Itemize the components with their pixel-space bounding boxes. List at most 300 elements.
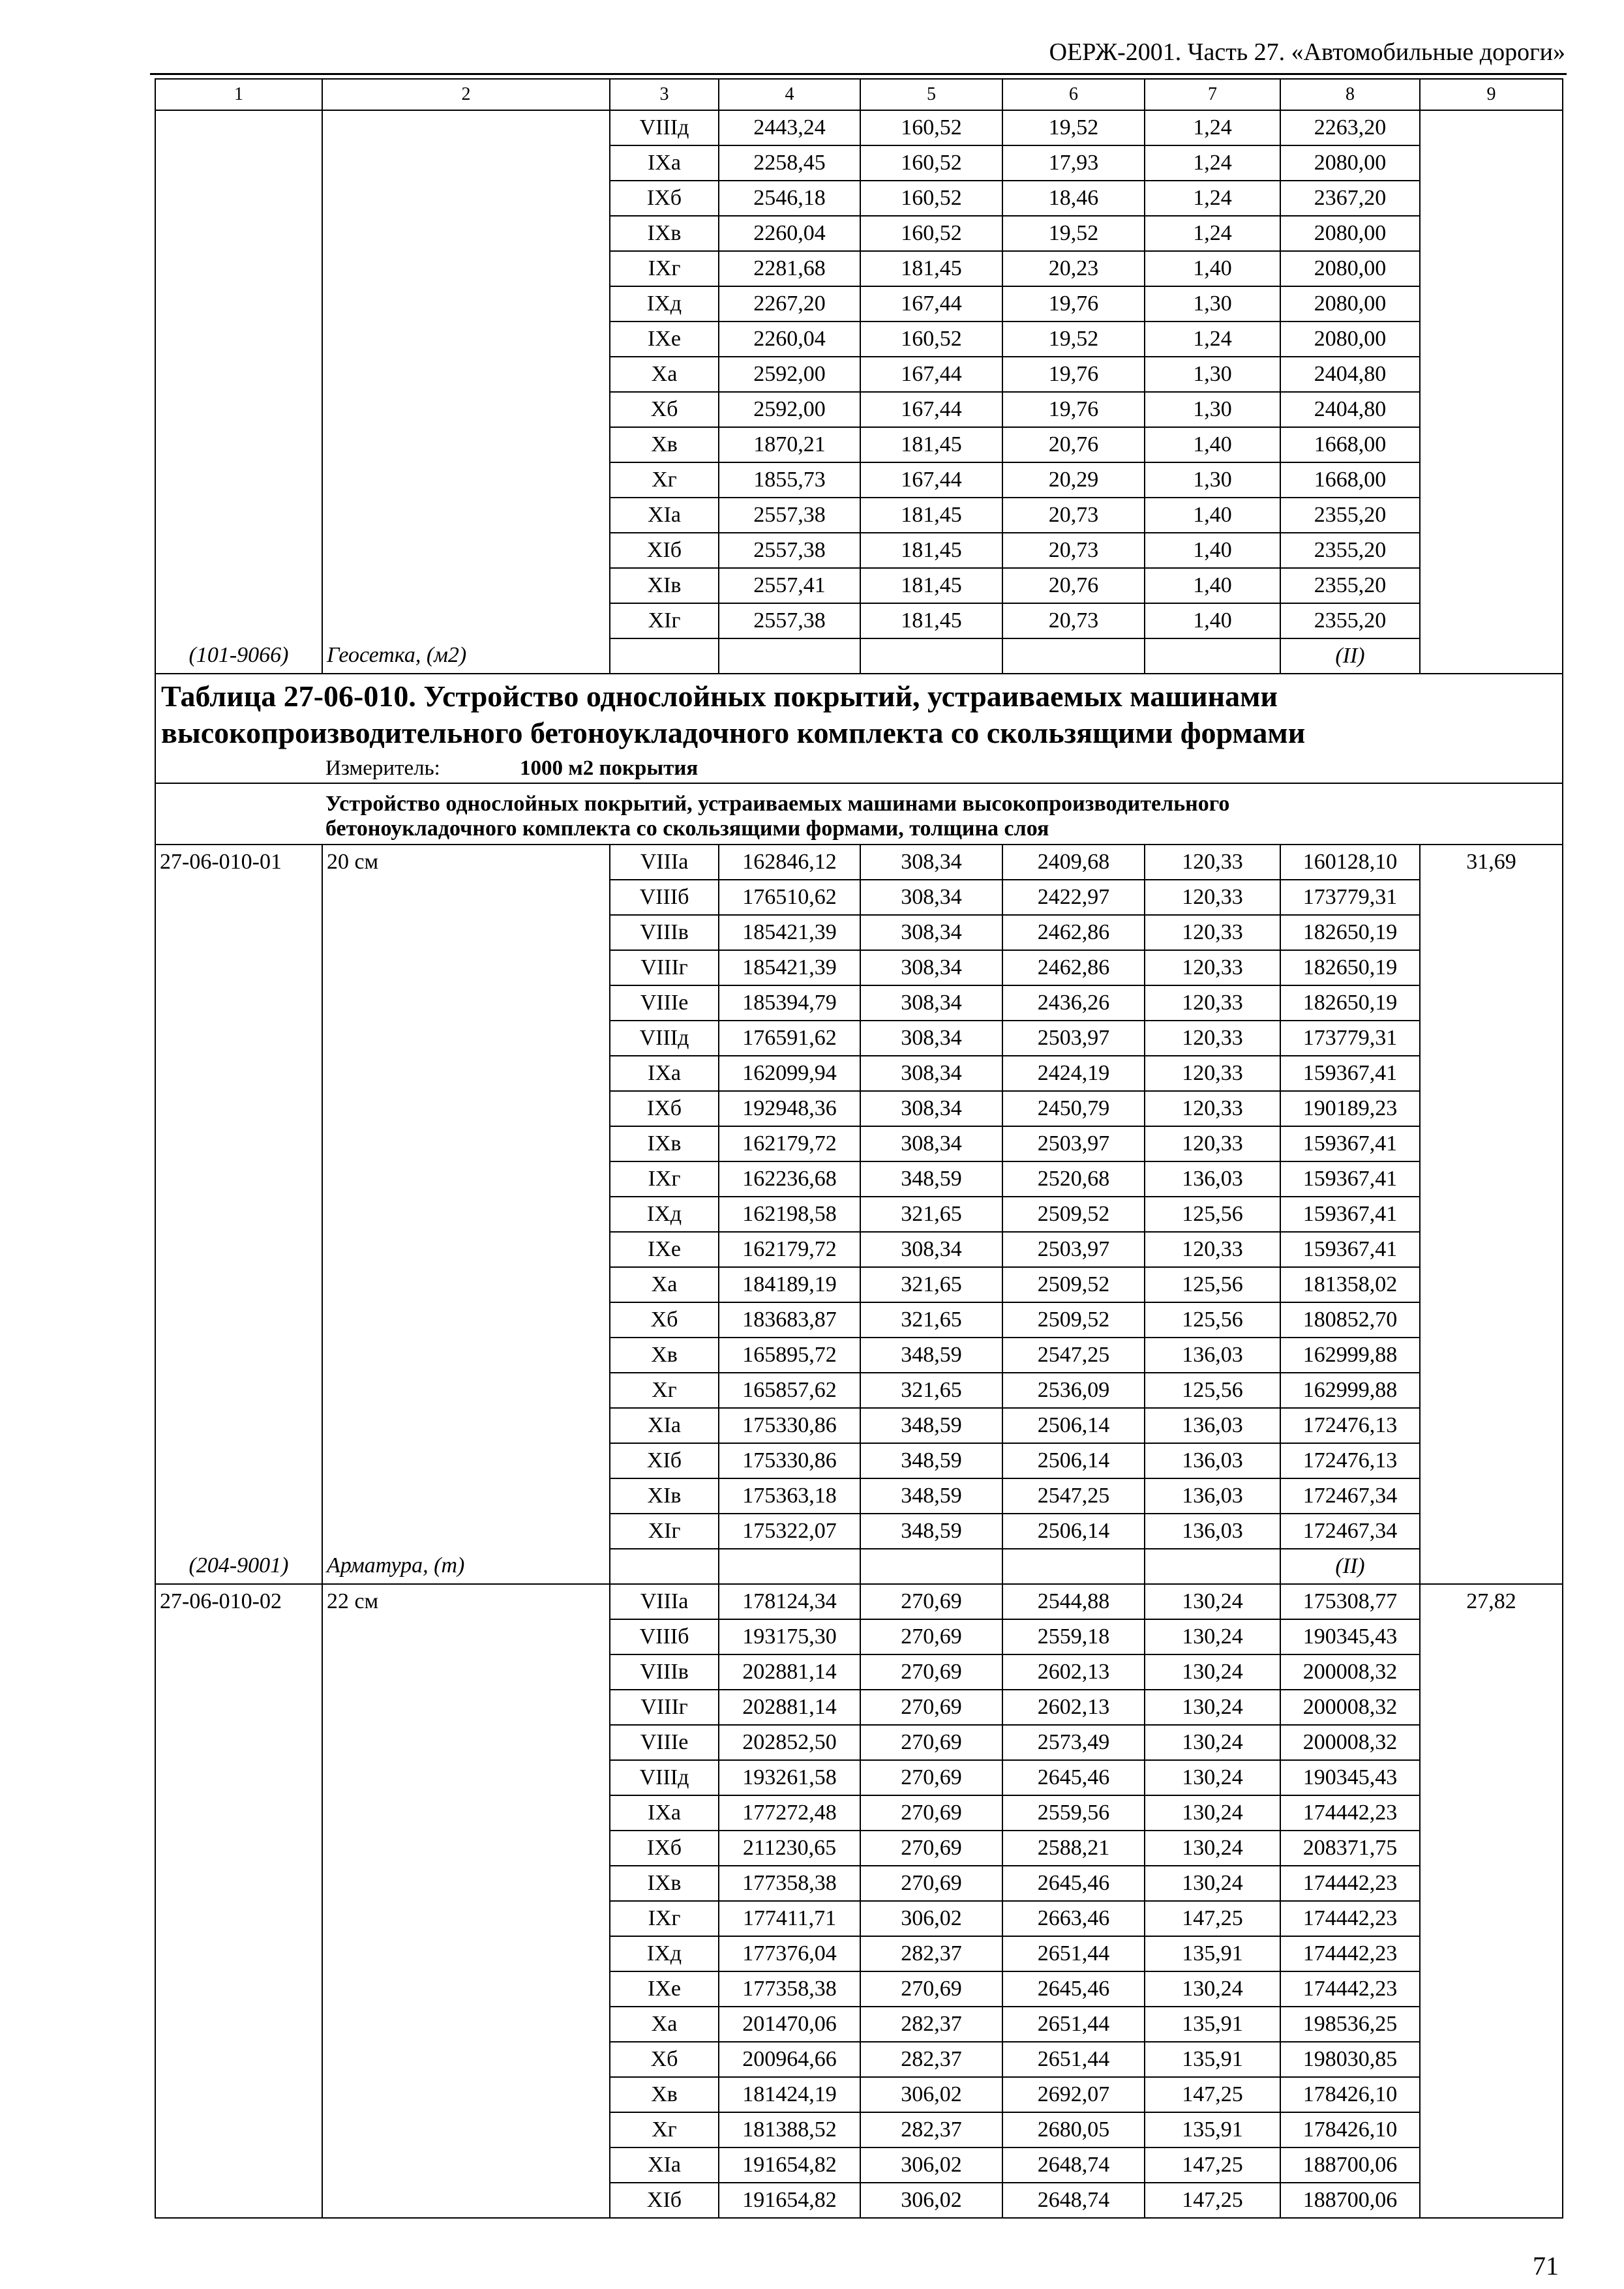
value-cell: 2651,44 [1002,2042,1145,2077]
empty-cell [322,1056,610,1091]
table-row [155,1338,1563,1373]
value-cell: 2557,41 [719,568,860,603]
empty-cell [155,216,322,251]
value-cell: 1,40 [1145,427,1280,462]
empty-cell [155,1971,322,2007]
value-cell: 184189,19 [719,1267,860,1302]
empty-cell [155,357,322,392]
empty-cell [322,1936,610,1971]
zone-cell: Xа [610,357,719,392]
empty-cell [322,1725,610,1760]
table-row [155,1232,1563,1267]
zone-cell: VIIIа [610,845,719,880]
empty-cell [155,392,322,427]
empty-cell [322,1232,610,1267]
rate-code: 27-06-010-01 [155,845,322,880]
empty-cell [1420,1373,1563,1408]
value-cell: 174442,23 [1280,1795,1420,1831]
empty-cell [155,1021,322,1056]
value-cell: 1870,21 [719,427,860,462]
empty-cell [155,2112,322,2147]
zone-cell: XIб [610,1443,719,1478]
value-cell: 2509,52 [1002,1267,1145,1302]
value-cell: 159367,41 [1280,1232,1420,1267]
value-cell: 2443,24 [719,110,860,145]
table-row [155,1126,1563,1161]
value-cell: 348,59 [860,1338,1002,1373]
zone-cell: VIIIб [610,1619,719,1654]
value-cell: 2503,97 [1002,1232,1145,1267]
value-cell: 136,03 [1145,1443,1280,1478]
table-title-line-2: высокопроизводительного бетоноукладочного комплекта со скользящими формами [161,716,1306,749]
value-cell: 282,37 [860,2112,1002,2147]
empty-cell [322,2147,610,2183]
empty-cell [1420,950,1563,985]
zone-cell: IXв [610,1126,719,1161]
value-cell: 136,03 [1145,1161,1280,1197]
value-cell: 130,24 [1145,1584,1280,1619]
empty-cell [1420,1091,1563,1126]
zone-cell: IXг [610,251,719,286]
resource-name: Геосетка, (м2) [322,638,610,674]
table-row [155,1971,1563,2007]
zone-cell: XIг [610,1514,719,1549]
empty-cell [322,1126,610,1161]
zone-cell: XIа [610,498,719,533]
table-title [155,674,1563,783]
value-cell: 2355,20 [1280,603,1420,638]
value-cell: 2557,38 [719,498,860,533]
value-cell: 2557,38 [719,533,860,568]
value-cell: 348,59 [860,1161,1002,1197]
value-cell: 130,24 [1145,1725,1280,1760]
value-cell: 20,73 [1002,498,1145,533]
value-cell: 2509,52 [1002,1197,1145,1232]
empty-cell [322,110,610,145]
value-cell: 2588,21 [1002,1831,1145,1866]
zone-cell: Xб [610,2042,719,2077]
empty-cell [155,1302,322,1338]
value-cell: 2692,07 [1002,2077,1145,2112]
empty-cell [322,181,610,216]
empty-cell [1420,1338,1563,1373]
value-cell: 125,56 [1145,1267,1280,1302]
empty-cell [155,1866,322,1901]
value-cell: 162179,72 [719,1232,860,1267]
empty-cell [155,985,322,1021]
empty-cell [322,286,610,322]
value-cell: 1,40 [1145,603,1280,638]
value-cell: 1855,73 [719,462,860,498]
value-cell: 2355,20 [1280,533,1420,568]
zone-cell: IXб [610,1091,719,1126]
zone-cell: Xг [610,1373,719,1408]
empty-cell [1420,1443,1563,1478]
value-cell: 2645,46 [1002,1866,1145,1901]
empty-cell [1420,2077,1563,2112]
zone-cell: VIIIв [610,1654,719,1690]
value-cell: 2267,20 [719,286,860,322]
empty-cell [322,1373,610,1408]
empty-cell [322,603,610,638]
value-cell: 160,52 [860,181,1002,216]
value-cell: 270,69 [860,1760,1002,1795]
empty-cell [1145,638,1280,674]
zone-cell: VIIIе [610,1725,719,1760]
zone-cell: VIIIг [610,1690,719,1725]
empty-cell [155,322,322,357]
table-row [155,322,1563,357]
empty-cell [322,1901,610,1936]
value-cell: 192948,36 [719,1091,860,1126]
value-cell: 2450,79 [1002,1091,1145,1126]
value-cell: 19,52 [1002,110,1145,145]
value-cell: 130,24 [1145,1654,1280,1690]
table-row [155,1831,1563,1866]
value-cell: 167,44 [860,462,1002,498]
empty-cell [322,322,610,357]
value-cell: 177358,38 [719,1866,860,1901]
value-cell: 162099,94 [719,1056,860,1091]
value-cell: 348,59 [860,1478,1002,1514]
value-cell: 159367,41 [1280,1056,1420,1091]
value-cell: 200008,32 [1280,1654,1420,1690]
value-cell: 2080,00 [1280,216,1420,251]
value-cell: 135,91 [1145,1936,1280,1971]
value-cell: 282,37 [860,2042,1002,2077]
empty-cell [155,462,322,498]
empty-cell [1420,533,1563,568]
value-cell: 1,40 [1145,568,1280,603]
empty-cell [1420,1619,1563,1654]
value-cell: 2509,52 [1002,1302,1145,1338]
section-title [155,783,1563,845]
value-cell: 308,34 [860,1126,1002,1161]
value-cell: 174442,23 [1280,1971,1420,2007]
empty-cell [322,392,610,427]
value-cell: 136,03 [1145,1514,1280,1549]
column-number: 5 [860,79,1002,110]
table-row [155,603,1563,638]
empty-cell [322,1831,610,1866]
value-cell: 2680,05 [1002,2112,1145,2147]
value-cell: 2573,49 [1002,1725,1145,1760]
rate-name: 20 см [322,845,610,880]
value-cell: 208371,75 [1280,1831,1420,1866]
value-cell: 200008,32 [1280,1690,1420,1725]
value-cell: 2651,44 [1002,1936,1145,1971]
value-cell: 136,03 [1145,1408,1280,1443]
value-cell: 174442,23 [1280,1936,1420,1971]
empty-cell [1420,1690,1563,1725]
column-number: 9 [1420,79,1563,110]
value-cell: 2547,25 [1002,1338,1145,1373]
table-row [155,1760,1563,1795]
empty-cell [1420,427,1563,462]
value-cell: 1,40 [1145,251,1280,286]
value-cell: 159367,41 [1280,1197,1420,1232]
empty-cell [322,950,610,985]
value-cell: 198030,85 [1280,2042,1420,2077]
empty-cell [155,1126,322,1161]
empty-cell [322,427,610,462]
zone-cell: IXа [610,145,719,181]
zone-cell: VIIIд [610,1021,719,1056]
value-cell: 270,69 [860,1971,1002,2007]
value-cell: 181,45 [860,568,1002,603]
table-row [155,1901,1563,1936]
value-cell: 306,02 [860,1901,1002,1936]
table-row [155,1267,1563,1302]
column-number: 8 [1280,79,1420,110]
measure-line [161,754,1557,783]
empty-cell [719,1549,860,1584]
value-cell: 2651,44 [1002,2007,1145,2042]
empty-cell [322,216,610,251]
value-cell: 18,46 [1002,181,1145,216]
rate-name: 22 см [322,1584,610,1619]
column-number: 1 [155,79,322,110]
value-cell: 321,65 [860,1373,1002,1408]
value-cell: 175363,18 [719,1478,860,1514]
zone-cell: VIIIе [610,985,719,1021]
empty-cell [155,1795,322,1831]
value-cell: 19,76 [1002,392,1145,427]
page-number: 71 [1533,2251,1559,2281]
value-cell: 198536,25 [1280,2007,1420,2042]
empty-cell [322,1338,610,1373]
table-row [155,1866,1563,1901]
table-row [155,2042,1563,2077]
value-cell: 2506,14 [1002,1408,1145,1443]
zone-cell: XIв [610,1478,719,1514]
empty-cell [1420,1478,1563,1514]
value-cell: 2404,80 [1280,392,1420,427]
empty-cell [322,357,610,392]
value-cell: 270,69 [860,1795,1002,1831]
empty-cell [155,1091,322,1126]
col9-value: 31,69 [1420,845,1563,880]
empty-cell [1420,181,1563,216]
resource-code: (204-9001) [155,1549,322,1584]
value-cell: 2559,56 [1002,1795,1145,1831]
value-cell: 270,69 [860,1619,1002,1654]
value-cell: 1,30 [1145,392,1280,427]
value-cell: 306,02 [860,2077,1002,2112]
value-cell: 147,25 [1145,2077,1280,2112]
table-row [155,2007,1563,2042]
value-cell: 165895,72 [719,1338,860,1373]
empty-cell [1420,1232,1563,1267]
empty-cell [1420,915,1563,950]
value-cell: 181,45 [860,427,1002,462]
zone-cell: Xб [610,392,719,427]
zone-cell: IXе [610,322,719,357]
value-cell: 2260,04 [719,322,860,357]
section-title-line-2: бетоноукладочного комплекта со скользящими формами, толщина слоя [325,816,1049,841]
empty-cell [322,533,610,568]
empty-cell [322,1760,610,1795]
empty-cell [1420,568,1563,603]
table-row [155,2077,1563,2112]
value-cell: 1,40 [1145,498,1280,533]
value-cell: 270,69 [860,1584,1002,1619]
zone-cell: VIIIв [610,915,719,950]
zone-cell: Xв [610,1338,719,1373]
value-cell: 211230,65 [719,1831,860,1866]
empty-cell [155,2042,322,2077]
empty-cell [1420,2112,1563,2147]
section-title-row [155,783,1563,845]
column-number: 4 [719,79,860,110]
empty-cell [155,1197,322,1232]
value-cell: 2424,19 [1002,1056,1145,1091]
value-cell: 321,65 [860,1197,1002,1232]
table-row [155,392,1563,427]
value-cell: 308,34 [860,915,1002,950]
value-cell: 270,69 [860,1866,1002,1901]
empty-cell [1420,392,1563,427]
value-cell: 202881,14 [719,1654,860,1690]
value-cell: 159367,41 [1280,1126,1420,1161]
value-cell: 177376,04 [719,1936,860,1971]
table-row [155,1021,1563,1056]
table-row [155,357,1563,392]
running-header: ОЕРЖ-2001. Часть 27. «Автомобильные дороги» [1049,38,1565,66]
value-cell: 2355,20 [1280,498,1420,533]
value-cell: 193175,30 [719,1619,860,1654]
empty-cell [155,2183,322,2218]
empty-cell [322,1267,610,1302]
value-cell: 2547,25 [1002,1478,1145,1514]
value-cell: 2367,20 [1280,181,1420,216]
zone-cell: XIа [610,1408,719,1443]
value-cell: 19,52 [1002,322,1145,357]
value-cell: 1,30 [1145,357,1280,392]
value-cell: 2503,97 [1002,1126,1145,1161]
value-cell: 162999,88 [1280,1373,1420,1408]
empty-cell [155,1443,322,1478]
empty-cell [155,568,322,603]
value-cell: 175330,86 [719,1408,860,1443]
value-cell: 1668,00 [1280,462,1420,498]
value-cell: 306,02 [860,2183,1002,2218]
value-cell: 19,76 [1002,357,1145,392]
value-cell: 193261,58 [719,1760,860,1795]
empty-cell [155,1831,322,1866]
value-cell: 321,65 [860,1267,1002,1302]
empty-cell [155,1373,322,1408]
zone-cell: IXв [610,216,719,251]
table-row [155,568,1563,603]
measure-value: 1000 м2 покрытия [520,756,699,780]
value-cell: 308,34 [860,880,1002,915]
table-row [155,216,1563,251]
value-cell: 162999,88 [1280,1338,1420,1373]
empty-cell [1002,638,1145,674]
table-row [155,110,1563,145]
empty-cell [322,1795,610,1831]
zone-cell: IXв [610,1866,719,1901]
value-cell: 165857,62 [719,1373,860,1408]
value-cell: 177358,38 [719,1971,860,2007]
table-row [155,1795,1563,1831]
empty-cell [322,1514,610,1549]
empty-cell [322,145,610,181]
value-cell: 308,34 [860,1056,1002,1091]
table-row [155,1197,1563,1232]
table-row [155,1478,1563,1514]
value-cell: 282,37 [860,1936,1002,1971]
value-cell: 120,33 [1145,915,1280,950]
value-cell: 191654,82 [719,2147,860,2183]
empty-cell [155,1478,322,1514]
value-cell: 2648,74 [1002,2147,1145,2183]
value-cell: 2536,09 [1002,1373,1145,1408]
table-row [155,427,1563,462]
empty-cell [155,181,322,216]
empty-cell [860,1549,1002,1584]
value-cell: 130,24 [1145,1795,1280,1831]
empty-cell [155,498,322,533]
rate-code: 27-06-010-02 [155,1584,322,1619]
value-cell: 185421,39 [719,915,860,950]
value-cell: 162236,68 [719,1161,860,1197]
empty-cell [1420,2007,1563,2042]
value-cell: 2080,00 [1280,251,1420,286]
value-cell: 120,33 [1145,1232,1280,1267]
table-row [155,985,1563,1021]
value-cell: 167,44 [860,392,1002,427]
empty-cell [322,2112,610,2147]
table-row [155,1302,1563,1338]
table-row [155,1373,1563,1408]
value-cell: 308,34 [860,1021,1002,1056]
column-number: 2 [322,79,610,110]
value-cell: 190345,43 [1280,1760,1420,1795]
value-cell: 1,30 [1145,462,1280,498]
value-cell: 185421,39 [719,950,860,985]
empty-cell [1420,1725,1563,1760]
value-cell: 181358,02 [1280,1267,1420,1302]
value-cell: 173779,31 [1280,880,1420,915]
value-cell: 180852,70 [1280,1302,1420,1338]
value-cell: 190189,23 [1280,1091,1420,1126]
zone-cell: Xа [610,2007,719,2042]
value-cell: 308,34 [860,1232,1002,1267]
value-cell: 2645,46 [1002,1971,1145,2007]
empty-cell [1420,2042,1563,2077]
zone-cell: Xв [610,427,719,462]
value-cell: 162198,58 [719,1197,860,1232]
value-cell: 173779,31 [1280,1021,1420,1056]
value-cell: 20,73 [1002,603,1145,638]
value-cell: 2557,38 [719,603,860,638]
table-row [155,915,1563,950]
empty-cell [155,110,322,145]
empty-cell [610,1549,719,1584]
empty-cell [155,1654,322,1690]
value-cell: 19,76 [1002,286,1145,322]
value-cell: 2258,45 [719,145,860,181]
value-cell: 176591,62 [719,1021,860,1056]
empty-cell [155,251,322,286]
empty-cell [1420,1161,1563,1197]
table-row [155,950,1563,985]
value-cell: 162179,72 [719,1126,860,1161]
value-cell: 167,44 [860,357,1002,392]
value-cell: 159367,41 [1280,1161,1420,1197]
